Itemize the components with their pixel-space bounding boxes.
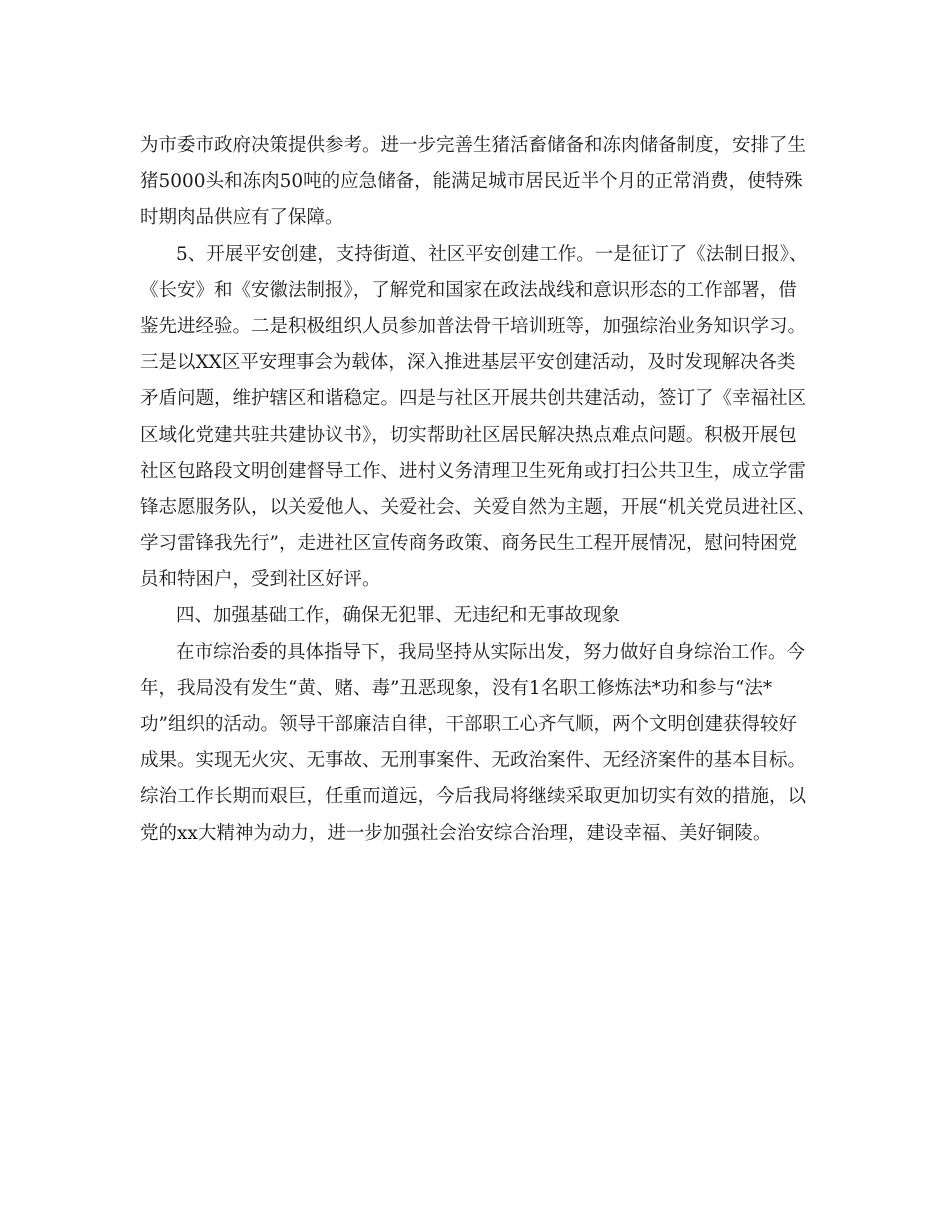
text-line: 矛盾问题，维护辖区和谐稳定。四是与社区开展共创共建活动，签订了《幸福社区 [140,388,807,410]
text-line: 学习雷锋我先行”，走进社区宣传商务政策、商务民生工程开展情况，慰问特困党 [140,533,797,555]
text-line: 功”组织的活动。领导干部廉洁自律，干部职工心齐气顺，两个文明创建获得较好 [140,714,797,735]
text-line: 社区包路段文明创建督导工作、进村义务清理卫生死角或打扫公共卫生，成立学雷 [140,460,807,482]
text-line: 综治工作长期而艰巨，任重而道远，今后我局将继续采取更加切实有效的措施，以 [140,786,807,808]
text-line: 区域化党建共驻共建协议书》，切实帮助社区居民解决热点难点问题。积极开展包 [140,424,797,446]
text-line: 年，我局没有发生“黄、赌、毒”丑恶现象，没有1名职工修炼法*功和参与“法* [140,677,773,699]
text-line: 员和特困户，受到社区好评。 [140,569,381,591]
text-line: 5、开展平安创建，支持街道、社区平安创建工作。一是征订了《法制日报》、 [176,243,808,265]
text-line: 成果。实现无火灾、无事故、无刑事案件、无政治案件、无经济案件的基本目标。 [140,750,807,772]
text-line: 三是以XX区平安理事会为载体，深入推进基层平安创建活动，及时发现解决各类 [140,352,796,374]
text-line: 《长安》和《安徽法制报》，了解党和国家在政法战线和意识形态的工作部署，借 [140,279,797,301]
text-line: 鉴先进经验。二是积极组织人员参加普法骨干培训班等，加强综治业务知识学习。 [140,315,807,337]
text-line: 为市委市政府决策提供参考。进一步完善生猪活畜储备和冻肉储备制度，安排了生 [140,135,807,156]
text-line: 党的xx大精神为动力，进一步加强社会治安综合治理，建设幸福、美好铜陵。 [140,822,772,844]
text-line: 四、加强基础工作，确保无犯罪、无违纪和无事故现象 [176,605,621,627]
text-line: 猪5000头和冻肉50吨的应急储备，能满足城市居民近半个月的正常消费，使特殊 [140,171,803,193]
text-line: 锋志愿服务队，以关爱他人、关爱社会、关爱自然为主题，开展“机关党员进社区、 [140,496,816,518]
text-line: 时期肉品供应有了保障。 [140,207,344,229]
text-line: 在市综治委的具体指导下，我局坚持从实际出发，努力做好自身综治工作。今 [176,641,806,663]
document-body [140,128,820,852]
